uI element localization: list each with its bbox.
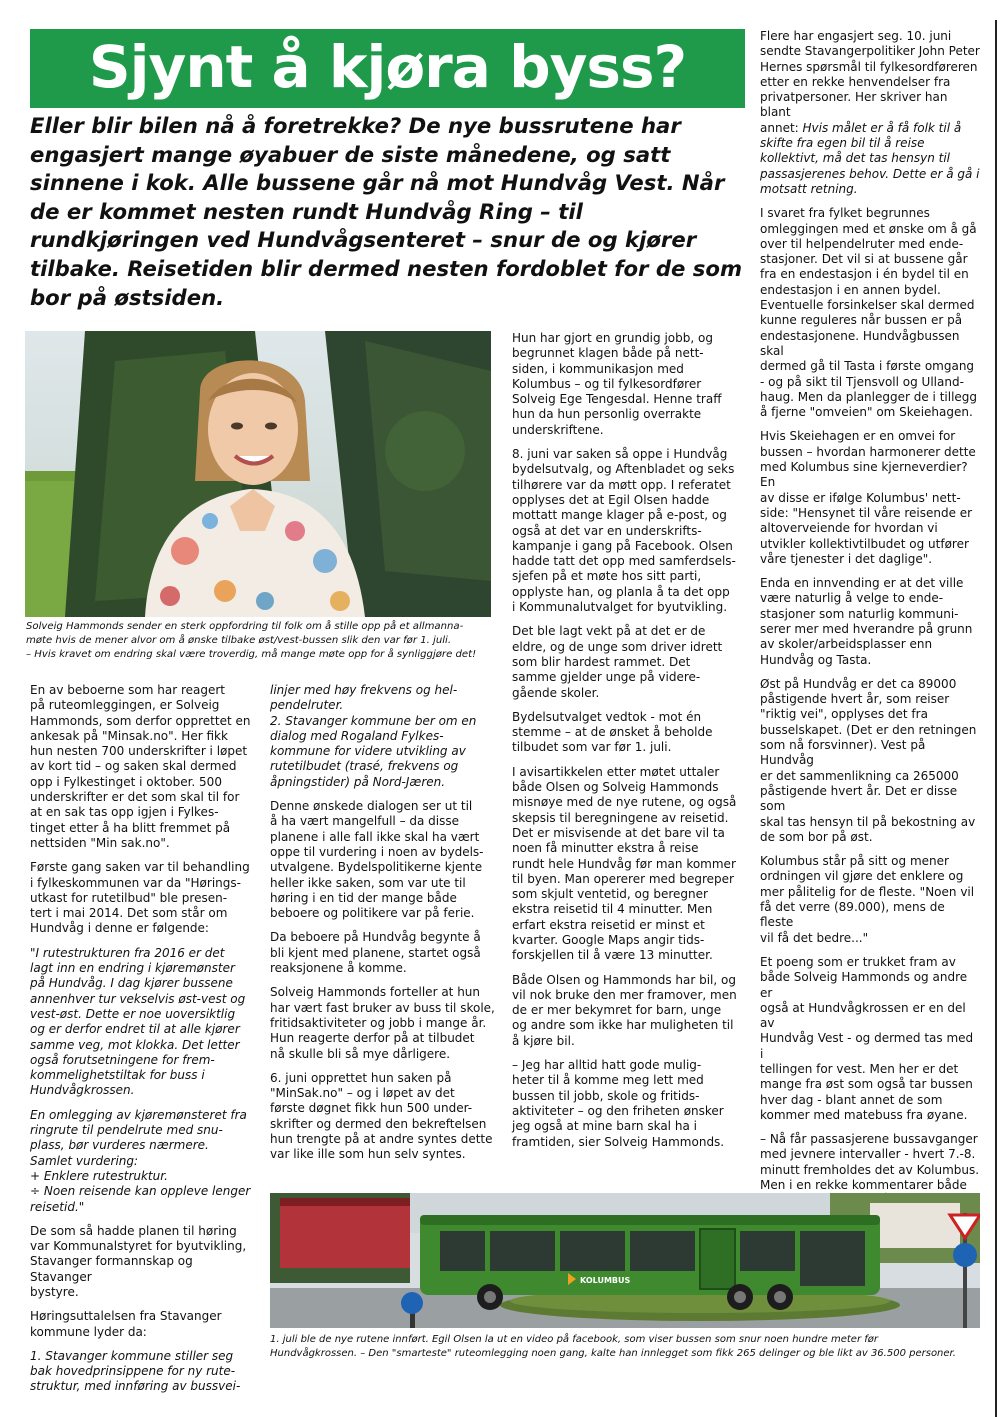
paragraph: Da beboere på Hundvåg begynte å bli kjent med planene, startet også reaksjonene å komme.: [270, 930, 481, 976]
paragraph: – Jeg har alltid hatt gode mulig- heter til å komme meg lett med bussen til jobb, skole og fritids- aktiviteter – og den friheten ønsker jeg også at mine barn skal ha i framtiden, sier Solveig Hammonds.: [512, 1058, 725, 1149]
article-column-3: [512, 331, 740, 1159]
paragraph: [760, 29, 980, 197]
paragraph: – Nå får passasjerene bussavganger med jevnere intervaller - hvert 7.-8. minutt fremholdes det av Kolumbus. Men i en rekke kommentarer både: [760, 1132, 980, 1193]
portrait-photo: [25, 331, 491, 617]
paragraph: 8. juni var saken så oppe i Hundvåg bydelsutvalg, og Aftenbladet og seks tilhørere var da møtt opp. I referatet opplyses det at Egil Olsen hadde mottatt mange klager på e-post, og også at det var en underskrifts- kampanje i gang på Facebook. Olsen hadde tatt det opp med samferdsels- sjefen på et møte hos sitt parti, opplyste han, og planla å ta det opp i Kommunalutvalget for byutvikling.: [512, 447, 736, 615]
portrait-caption: Solveig Hammonds sender en sterk oppfordring til folk om å stille opp på et allmanna- møte hvis de mener alvor om å ønske tilbake øst/vest-bussen slik den var før 1. juli. – Hvis kravet om endring skal være troverdig, må mange møte opp for å synliggjøre det!: [26, 621, 477, 660]
paragraph: Solveig Hammonds forteller at hun har vært fast bruker av buss til skole, fritidsaktiviteter og jobb i mange år. Hun reagerte derfor på at tilbudet nå skulle bli så mye dårligere.: [270, 985, 495, 1061]
quote-paragraph: 1. Stavanger kommune stiller seg bak hovedprinsippene for ny rute- struktur, med innføring av bussvei-: [30, 1348, 241, 1394]
paragraph: I avisartikkelen etter møtet uttaler både Olsen og Solveig Hammonds misnøye med de nye rutene, og også skepsis til beregningene av reisetid. Det er misvisende at det bare vil ta noen få minutter ekstra å reise rundt hele Hundvåg før man kommer til byen. Man opererer med begreper som skjult ventetid, og beregner ekstra reisetid til 4 minutter. Men erfart ekstra reisetid er minst et kvarter. Google Maps angir tids- forskjellen til å være 13 minutter.: [512, 764, 737, 963]
headline: Sjynt å kjøra byss?: [30, 29, 745, 108]
article-column-2: [270, 683, 496, 1172]
quote-paragraph: En omlegging av kjøremønsteret fra ringrute til pendelrute med snu- plass, bør vurderes nærmere. Samlet vurdering: + Enklere rutestruktur. ÷ Noen reisende kan oppleve lenger reisetid.": [30, 1107, 251, 1214]
paragraph: 6. juni opprettet hun saken på "MinSak.no" – og i løpet av det første døgnet fikk hun 500 under- skrifter og dermed den bekreftelsen hun trengte på at andre syntes dette var like ille som hun selv syntes.: [270, 1070, 493, 1162]
paragraph: Første gang saken var til behandling i fylkeskommunen var da "Hørings- utkast for rutetilbud" ble presen- tert i mai 2014. Det som står om Hundvåg i denne er følgende:: [30, 860, 250, 936]
quote-paragraph: "I rutestrukturen fra 2016 er det lagt inn en endring i kjøremønster på Hundvåg. I dag kjører bussene annenhver tur vekselvis øst-vest og vest-øst. Dette er noe uoversiktlig og er derfor endret til at alle kjører samme veg, mot klokka. Det letter også forutsetningene for frem- kommelighetstiltak for buss i Hundvågkrossen.: [30, 945, 246, 1098]
quote-text: Hvis målet er å få folk til å skifte fra egen bil til å reise kollektivt, må det tas hensyn til passasjerenes behov. Dette er å gå i motsatt retning.: [760, 120, 980, 196]
paragraph: Bydelsutvalget vedtok - mot én stemme – at de ønsket å beholde tilbudet som var før 1. juli.: [512, 709, 713, 755]
paragraph: Et poeng som er trukket fram av både Solveig Hammonds og andre er også at Hundvågkrossen er en del av Hundvåg Vest - og dermed tas med i tellingen for vest. Men her er det mange fra øst som også tar bussen hver dag - blant annet de som kommer med matebuss fra øyane.: [760, 954, 974, 1122]
paragraph: De som så hadde planen til høring var Kommunalstyret for byutvikling, Stavanger formannskap og Stavanger bystyre.: [30, 1223, 247, 1299]
paragraph: En av beboerne som har reagert på ruteomleggingen, er Solveig Hammonds, som derfor opprettet en ankesak på "Minsak.no". Her fikk hun nesten 700 underskrifter i løpet av kort tid – og saken skal dermed opp i Fylkestinget i oktober. 500 underskrifter er det som skal til for at en sak tas opp igjen i Fylkes- tinget etter å ha blitt fremmet på nettsiden "Min sak.no".: [30, 683, 251, 850]
paragraph: I svaret fra fylket begrunnes omleggingen med et ønske om å gå over til helpendelruter med ende- stasjoner. Det vil si at bussene går fra en endestasjon i én bydel til en endestasjon i en annen bydel. Eventuelle forsinkelser skal dermed kunne reguleres når bussen er på endestasjonene. Hundvågbussen skal dermed gå til Tasta i første omgang - og på sikt til Tjensvoll og Ulland- haug. Men da planlegger de i tillegg å fjerne "omveien" om Skeiehagen.: [760, 206, 978, 420]
paragraph: Kolumbus står på sitt og mener ordningen vil gjøre det enklere og mer pålitelig for de fleste. "Noen vil få det verre (89.000), mens de fleste vil få det bedre...": [760, 854, 975, 945]
paragraph: Både Olsen og Hammonds har bil, og vil nok bruke den mer framover, men de er mer bekymret for barn, unge og andre som ikke har muligheten til å kjøre bil.: [512, 972, 737, 1048]
paragraph-text: Flere har engasjert seg. 10. juni sendte Stavangerpolitiker John Peter Hernes spørsmål til fylkesordføreren etter en rekke henvendelser fra privatpersoner. Her skriver han blant annet:: [760, 29, 980, 135]
paragraph: Øst på Hundvåg er det ca 89000 påstigende hvert år, som reiser "riktig vei", opplyses det fra busselskapet. (Det er den retningen som nå forsvinner). Vest på Hundvåg er det sammenlikning ca 265000 påstigende hvert år. Det er disse som skal tas hensyn til på bekostning av de som bor på øst.: [760, 676, 977, 844]
paragraph: Hvis Skeiehagen er en omvei for bussen – hvordan harmonerer dette med Kolumbus sine kjerneverdier? En av disse er ifølge Kolumbus' nett- side: "Hensynet til våre reisende er altoverveiende for hvordan vi utvikler kollektivtilbudet og utfører våre tjenester i det daglige".: [760, 429, 976, 566]
bus-photo: [270, 1193, 980, 1328]
lead-paragraph: Eller blir bilen nå å foretrekke? De nye bussrutene har engasjert mange øyabuer de siste månedene, og satt sinnene i kok. Alle bussene går nå mot Hundvåg Vest. Når de er kommet nesten rundt Hundvåg Ring – til rundkjøringen ved Hundvågsenteret – snur de og kjører tilbake. Reisetiden blir dermed nesten fordoblet for de som bor på østsiden.: [30, 113, 743, 310]
article-column-1: [30, 683, 256, 1404]
column-divider: [995, 20, 997, 1417]
paragraph: Høringsuttalelsen fra Stavanger kommune lyder da:: [30, 1309, 222, 1339]
paragraph: Det ble lagt vekt på at det er de eldre, og de unge som driver idrett som blir hardest rammet. Det samme gjelder unge på videre- gående skoler.: [512, 624, 723, 700]
bus-brand: KOLUMBUS: [580, 1276, 631, 1285]
paragraph: Enda en innvending er at det ville være naturlig å velge to ende- stasjoner som naturlig kommuni- serer mer med hverandre på grunn av skoler/arbeidsplasser enn Hundvåg og Tasta.: [760, 576, 973, 667]
article-column-4: [760, 29, 980, 1279]
quote-paragraph: linjer med høy frekvens og hel- pendelruter. 2. Stavanger kommune ber om en dialog med Rogaland Fylkes- kommune for videre utvikling av rutetilbudet (trasé, frekvens og åpningstider) på Nord-Jæren.: [270, 683, 477, 789]
paragraph: Hun har gjort en grundig jobb, og begrunnet klagen både på nett- siden, i kommunikasjon med Kolumbus – og til fylkesordfører Solveig Ege Tengesdal. Henne traff hun da hun personlig overrakte underskriftene.: [512, 331, 722, 437]
paragraph: Denne ønskede dialogen ser ut til å ha vært mangelfull – da disse planene i alle fall ikke skal ha vært oppe til vurdering i noen av bydels- utvalgene. Bydelspolitikerne kjente heller ikke saken, som var ute til høring i en tid der mange både beboere og politikere var på ferie.: [270, 799, 484, 921]
bus-caption: 1. juli ble de nye rutene innført. Egil Olsen la ut en video på facebook, som viser bussen som snur noen hundre meter før Hundvågkrossen. – Den "smarteste" ruteomlegging noen gang, kalte han innlegget som fikk 265 delinger og ble likt av 36.500 personer.: [270, 1334, 956, 1359]
